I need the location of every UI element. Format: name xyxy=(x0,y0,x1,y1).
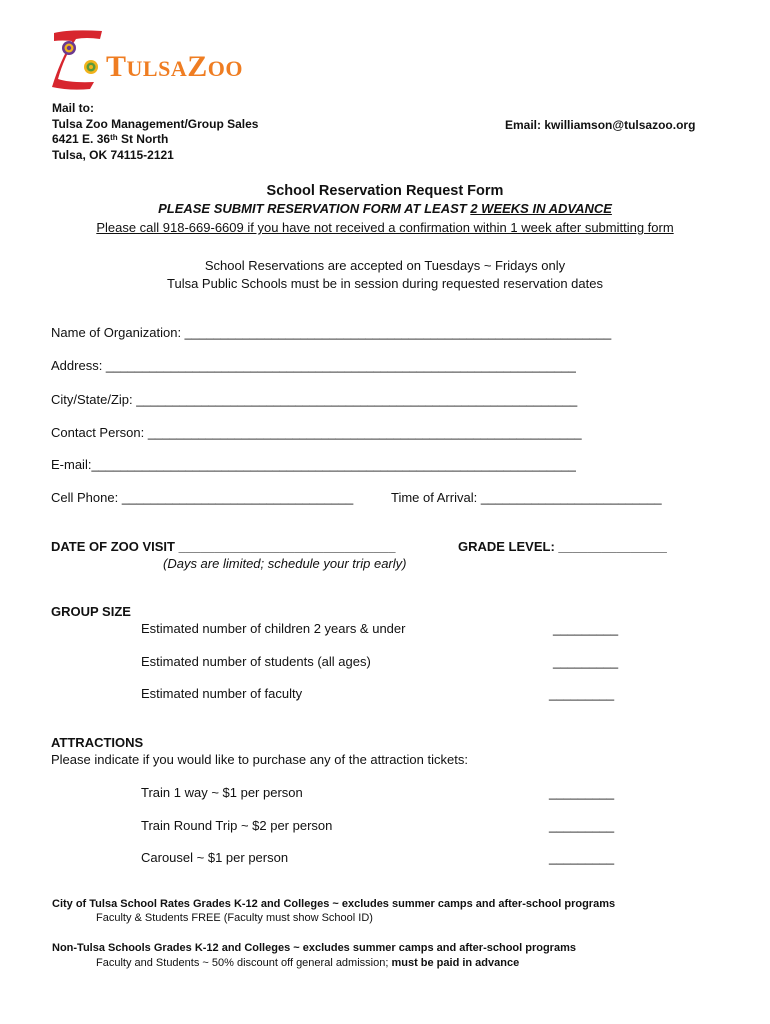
group-size-heading: GROUP SIZE xyxy=(51,604,131,619)
arrival-time-field[interactable]: Time of Arrival: _________________________ xyxy=(391,490,662,505)
visit-date-field[interactable]: DATE OF ZOO VISIT ______________________________ xyxy=(51,539,396,554)
train-round-trip-blank[interactable]: _________ xyxy=(549,818,615,833)
email-field[interactable]: E-mail:___________________________________________________________________ xyxy=(51,457,576,472)
tulsa-schools-note: Tulsa Public Schools must be in session during requested reservation dates xyxy=(167,276,603,291)
train-one-way-label: Train 1 way ~ $1 per person xyxy=(141,785,303,800)
call-note: Please call 918-669-6609 if you have not received a confirmation within 1 week after submitting form xyxy=(96,220,674,235)
faculty-count-label: Estimated number of faculty xyxy=(141,686,303,701)
grade-level-field[interactable]: GRADE LEVEL: _______________ xyxy=(458,539,667,554)
contact-email: Email: kwilliamson@tulsazoo.org xyxy=(505,118,696,132)
faculty-count-blank[interactable]: _________ xyxy=(549,686,615,701)
logo-wordmark: TULSAZOO xyxy=(106,50,243,83)
non-tulsa-rates-heading: Non-Tulsa Schools Grades K-12 and Colleges ~ excludes summer camps and after-school programs xyxy=(52,942,576,954)
visit-date-note: (Days are limited; schedule your trip early) xyxy=(163,556,407,571)
children-count-blank[interactable]: _________ xyxy=(553,621,619,636)
mailing-address xyxy=(52,101,258,163)
mail-line-1: Tulsa Zoo Management/Group Sales xyxy=(52,116,259,131)
carousel-blank[interactable]: _________ xyxy=(549,850,615,865)
mail-line-3: Tulsa, OK 74115-2121 xyxy=(52,147,174,162)
contact-person-field[interactable]: Contact Person: ____________________________________________________________ xyxy=(51,425,582,440)
accepted-days-note: School Reservations are accepted on Tuesdays ~ Fridays only xyxy=(204,258,566,273)
attractions-instruction: Please indicate if you would like to purchase any of the attraction tickets: xyxy=(51,752,468,767)
students-count-blank[interactable]: _________ xyxy=(553,654,619,669)
city-rates-heading: City of Tulsa School Rates Grades K-12 and Colleges ~ excludes summer camps and after-school programs xyxy=(52,898,616,910)
mail-line-2: 6421 E. 36th St North xyxy=(52,132,169,146)
children-count-label: Estimated number of children 2 years & under xyxy=(141,621,406,636)
city-state-zip-field[interactable]: City/State/Zip: _____________________________________________________________ xyxy=(51,392,578,407)
form-subtitle: PLEASE SUBMIT RESERVATION FORM AT LEAST 2 WEEKS IN ADVANCE xyxy=(158,201,612,216)
city-rates-detail: Faculty & Students FREE (Faculty must show School ID) xyxy=(96,912,373,924)
organization-field[interactable]: Name of Organization: ___________________________________________________________ xyxy=(51,325,612,340)
train-round-trip-label: Train Round Trip ~ $2 per person xyxy=(141,818,333,833)
train-one-way-blank[interactable]: _________ xyxy=(549,785,615,800)
mail-label: Mail to: xyxy=(52,101,94,115)
attractions-heading: ATTRACTIONS xyxy=(51,735,144,750)
students-count-label: Estimated number of students (all ages) xyxy=(141,654,371,669)
form-title: School Reservation Request Form xyxy=(266,183,504,199)
address-field[interactable]: Address: _________________________________________________________________ xyxy=(51,358,576,373)
carousel-label: Carousel ~ $1 per person xyxy=(141,850,289,865)
cell-phone-field[interactable]: Cell Phone: ________________________________ xyxy=(51,490,354,505)
non-tulsa-rates-detail: Faculty and Students ~ 50% discount off general admission; must be paid in advance xyxy=(96,957,520,969)
